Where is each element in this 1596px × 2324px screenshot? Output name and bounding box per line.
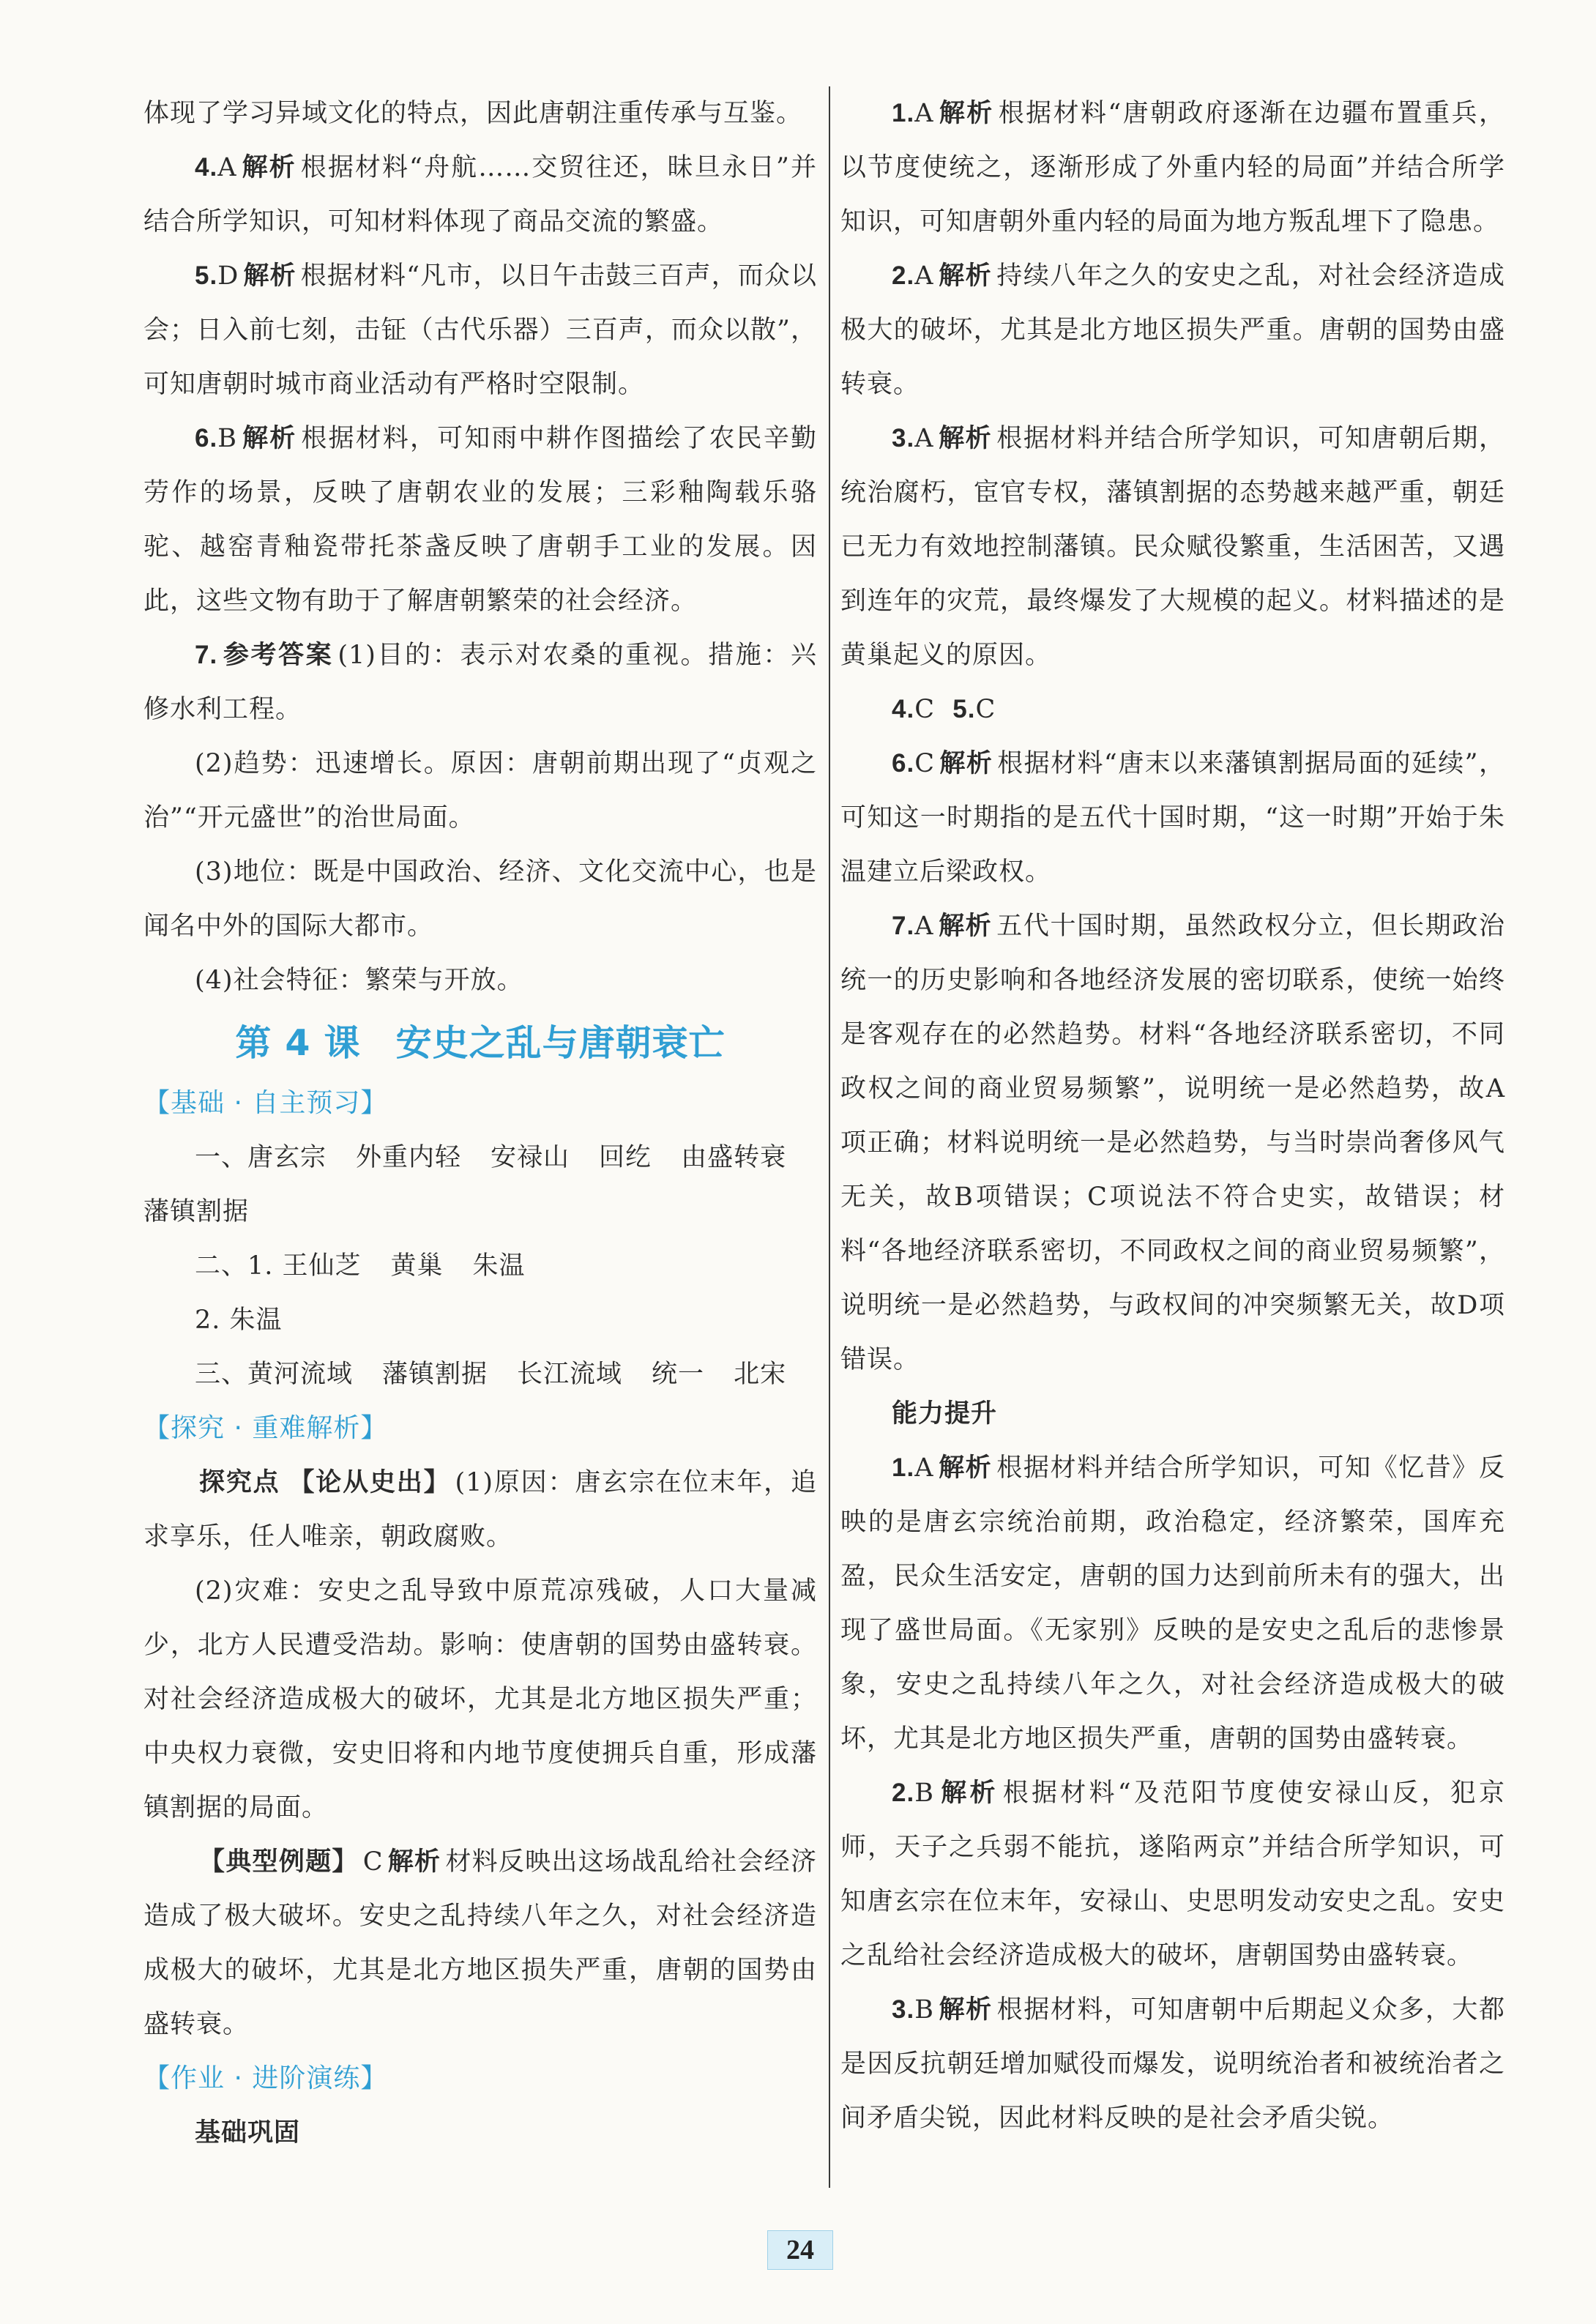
answer-item-7-part2: (2)趋势：迅速增长。原因：唐朝前期出现了“贞观之治”“开元盛世”的治世局面。 (143, 749, 817, 833)
typical-example: 【典型例题】 C 解析 材料反映出这场战乱给社会经济造成了极大破坏。安史之乱持续八年之久，对社会经济造成极大的破坏，尤其是北方地区损失严重，唐朝的国势由盛转衰。 (143, 1847, 817, 2039)
subheading-basic: 基础巩固 (195, 2118, 301, 2148)
answer-item-r1: 1.A 解析 根据材料“唐朝政府逐渐在边疆布置重兵，以节度使统之，逐渐形成了外重内轻的局面”并结合所学知识，可知唐朝外重内轻的局面为地方叛乱埋下了隐患。 (840, 99, 1505, 237)
page-number: 24 (767, 2230, 833, 2270)
answer-item-r6: 6.C 解析 根据材料“唐末以来藩镇割据局面的延续”，可知这一时期指的是五代十国时期，“这一时期”开始于朱温建立后梁政权。 (840, 749, 1505, 887)
preview-line-3: 三、黄河流域 藩镇割据 长江流域 统一 北宋 (195, 1360, 787, 1389)
preview-line-1: 一、唐玄宗 外重内轻 安禄山 回纥 由盛转衰 (195, 1143, 787, 1172)
answer-item-r3: 3.A 解析 根据材料并结合所学知识，可知唐朝后期，统治腐朽，宦官专权，藩镇割据的态势越来越严重，朝廷已无力有效地控制藩镇。民众赋役繁重，生活困苦，又遇到连年的灾荒，最终爆发了大规模的起义。材料描述的是黄巢起义的原因。 (840, 424, 1505, 670)
section-heading-homework: 【作业 · 进阶演练】 (143, 2063, 388, 2093)
answer-item-4: 4.A 解析 根据材料“舟航……交贸往还，昧旦永日”并结合所学知识，可知材料体现了商品交流的繁盛。 (143, 153, 817, 237)
explore-point-2: (2)灾难：安史之乱导致中原荒凉残破，人口大量减少，北方人民遭受浩劫。影响：使唐朝的国势由盛转衰。对社会经济造成极大的破坏，尤其是北方地区损失严重；中央权力衰微，安史旧将和内地节度使拥兵自重，形成藩镇割据的局面。 (143, 1576, 817, 1822)
explore-point: 探究点 【论从史出】 (1)原因：唐玄宗在位末年，追求享乐，任人唯亲，朝政腐败。 (143, 1468, 817, 1552)
preview-line-2-2: 2. 朱温 (195, 1306, 283, 1335)
answer-item-r4-r5: 4.C 5.C (892, 695, 996, 724)
preview-line-2: 二、1. 王仙芝 黄巢 朱温 (195, 1251, 526, 1281)
answer-item-6: 6.B 解析 根据材料，可知雨中耕作图描绘了农民辛勤劳作的场景，反映了唐朝农业的发展；三彩釉陶载乐骆驼、越窑青釉瓷带托茶盏反映了唐朝手工业的发展。因此，这些文物有助于了解唐朝繁荣的社会经济。 (143, 424, 817, 616)
answer-item-7: 7. 参考答案 (1)目的：表示对农桑的重视。措施：兴修水利工程。 (143, 641, 817, 724)
answer-item-r2: 2.A 解析 持续八年之久的安史之乱，对社会经济造成极大的破坏，尤其是北方地区损失严重。唐朝的国势由盛转衰。 (840, 261, 1505, 399)
answer-item-7-part3: (3)地位：既是中国政治、经济、文化交流中心，也是闻名中外的国际大都市。 (143, 857, 817, 941)
lesson-title: 第 4 课 安史之乱与唐朝衰亡 (235, 1022, 726, 1064)
answer-item-5: 5.D 解析 根据材料“凡市，以日午击鼓三百声，而众以会；日入前七刻，击钲（古代乐器）三百声，而众以散”，可知唐朝时城市商业活动有严格时空限制。 (143, 261, 817, 399)
answer-item-7-part4: (4)社会特征：繁荣与开放。 (195, 966, 523, 995)
right-column (840, 86, 1505, 2145)
preview-line-1b: 藩镇割据 (143, 1197, 250, 1226)
ability-item-3: 3.B 解析 根据材料，可知唐朝中后期起义众多，大都是因反抗朝廷增加赋役而爆发，说明统治者和被统治者之间矛盾尖锐，因此材料反映的是社会矛盾尖锐。 (840, 1995, 1505, 2133)
subheading-ability: 能力提升 (892, 1399, 998, 1429)
ability-item-1: 1.A 解析 根据材料并结合所学知识，可知《忆昔》反映的是唐玄宗统治前期，政治稳定，经济繁荣，国库充盈，民众生活安定，唐朝的国力达到前所未有的强大，出现了盛世局面。《无家别》反映的是安史之乱后的悲惨景象，安史之乱持续八年之久，对社会经济造成极大的破坏，尤其是北方地区损失严重，唐朝的国势由盛转衰。 (840, 1453, 1505, 1754)
ability-item-2: 2.B 解析 根据材料“及范阳节度使安禄山反，犯京师，天子之兵弱不能抗，遂陷两京”并结合所学知识，可知唐玄宗在位末年，安禄山、史思明发动安史之乱。安史之乱给社会经济造成极大的破坏，唐朝国势由盛转衰。 (840, 1779, 1505, 1970)
section-heading-explore: 【探究 · 重难解析】 (143, 1413, 388, 1443)
column-divider (829, 86, 830, 2188)
answer-item-r7: 7.A 解析 五代十国时期，虽然政权分立，但长期政治统一的历史影响和各地经济发展的密切联系，使统一始终是客观存在的必然趋势。材料“各地经济联系密切，不同政权之间的商业贸易频繁”，说明统一是必然趋势，故A项正确；材料说明统一是必然趋势，与当时崇尚奢侈风气无关，故B项错误；C项说法不符合史实，故错误；材料“各地经济联系密切，不同政权之间的商业贸易频繁”，说明统一是必然趋势，与政权间的冲突频繁无关，故D项错误。 (840, 912, 1505, 1374)
paragraph: 体现了学习异域文化的特点，因此唐朝注重传承与互鉴。 (143, 99, 803, 128)
section-heading-preview: 【基础 · 自主预习】 (143, 1088, 388, 1118)
left-column (143, 86, 817, 2160)
